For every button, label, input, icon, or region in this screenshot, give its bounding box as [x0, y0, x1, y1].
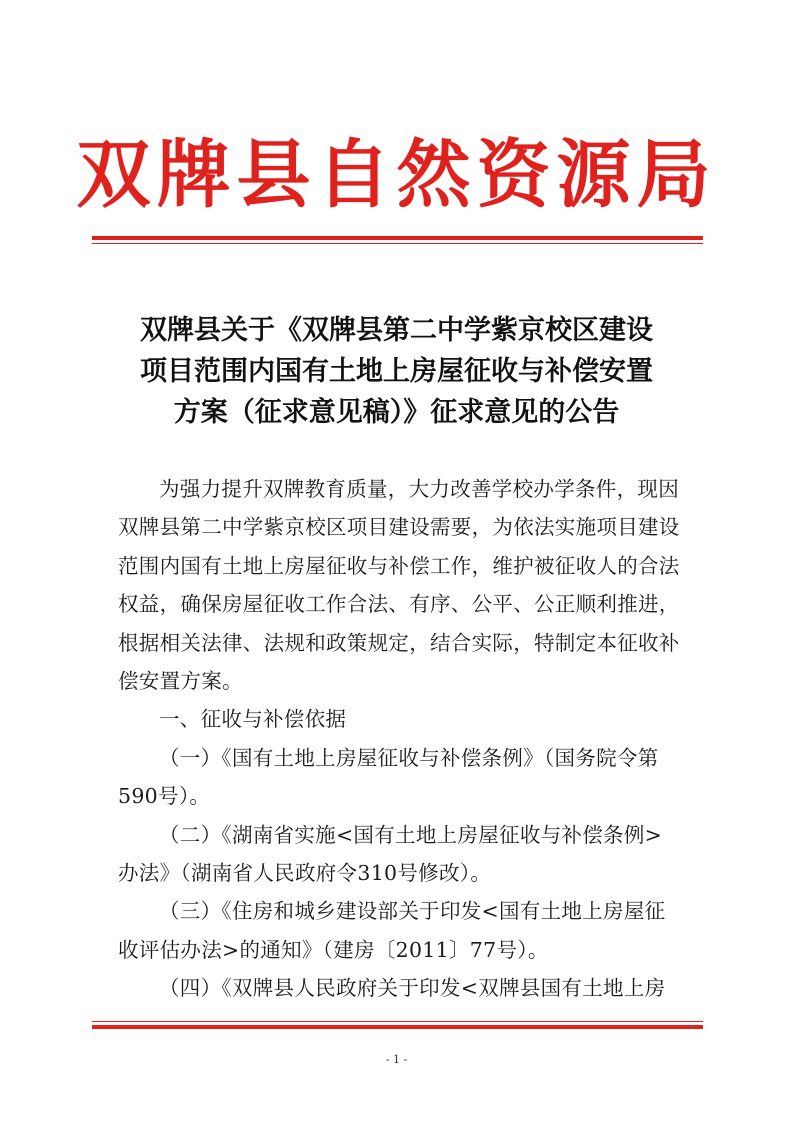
title-line: 项目范围内国有土地上房屋征收与补偿安置 [140, 356, 653, 387]
header-divider-thin [92, 243, 703, 244]
list-item-line: （一）《国有土地上房屋征收与补偿条例》（国务院令第 [159, 745, 659, 770]
body-line: 为强力提升双牌教育质量，大力改善学校办学条件，现因 [159, 477, 679, 501]
agency-letterhead: 双牌县自然资源局 [76, 132, 717, 218]
list-item-line: 办法》（湖南省人民政府令310号修改）。 [118, 860, 492, 885]
footer-divider-thick [92, 1025, 703, 1029]
page-number: - 1 - [385, 1053, 408, 1066]
body-line: 权益，确保房屋征收工作合法、有序、公平、公正顺利推进， [118, 592, 680, 617]
list-item-line: （二）《湖南省实施<国有土地上房屋征收与补偿条例> [159, 822, 663, 847]
header-divider-thick [92, 236, 703, 240]
body-line: 双牌县第二中学紫京校区项目建设需要，为依法实施项目建设 [118, 515, 680, 540]
body-line: 根据相关法律、法规和政策规定，结合实际，特制定本征收补 [118, 630, 680, 655]
body-line: 偿安置方案。 [118, 668, 243, 693]
footer-divider-thin [92, 1021, 703, 1022]
list-item-line: （三）《住房和城乡建设部关于印发<国有土地上房屋征 [159, 899, 666, 924]
list-item-line: （四）《双牌县人民政府关于印发<双牌县国有土地上房 [159, 976, 666, 1001]
title-line: 双牌县关于《双牌县第二中学紫京校区建设 [140, 315, 653, 346]
title-line: 方案（征求意见稿）》征求意见的公告 [173, 397, 620, 428]
section-heading: 一、征收与补偿依据 [159, 707, 347, 732]
document-body [118, 470, 680, 1007]
list-item-line: 收评估办法>的通知》（建房〔2011〕77号）。 [118, 937, 549, 962]
body-line: 范围内国有土地上房屋征收与补偿工作，维护被征收人的合法 [118, 553, 680, 578]
list-item-line: 590号）。 [118, 784, 211, 809]
document-title [100, 310, 693, 433]
